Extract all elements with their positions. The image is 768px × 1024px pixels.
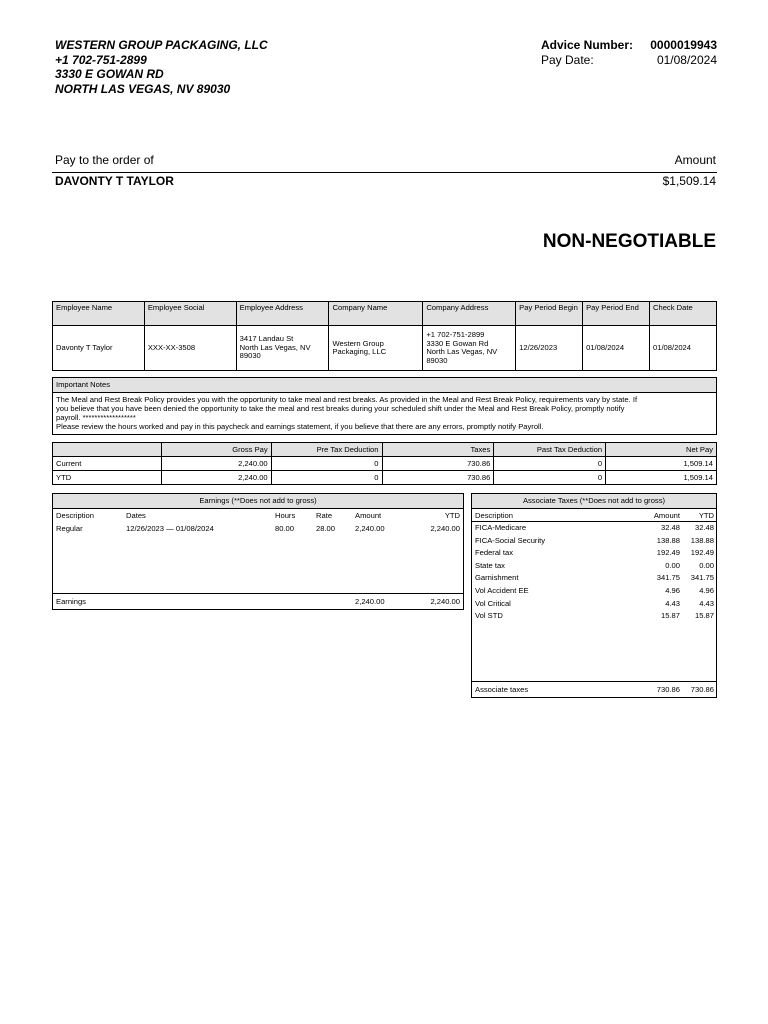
company-address-line: North Las Vegas, NV bbox=[426, 347, 498, 356]
summary-header-cell: Gross Pay bbox=[161, 443, 271, 457]
earnings-ytd: 2,240.00 bbox=[430, 524, 460, 533]
taxes-title: Associate Taxes (**Does not add to gross) bbox=[472, 494, 716, 509]
taxes-col-ytd: YTD bbox=[698, 511, 714, 520]
check-date: 01/08/2024 bbox=[650, 326, 717, 371]
taxes-header-row bbox=[472, 509, 716, 522]
earnings-header-row bbox=[53, 509, 463, 522]
pay-date: 01/08/2024 bbox=[656, 52, 717, 67]
tax-row bbox=[472, 535, 716, 548]
employee-info-table bbox=[52, 301, 717, 371]
pay-period-begin: 12/26/2023 bbox=[516, 326, 583, 371]
earnings-total-ytd: 2,240.00 bbox=[430, 597, 460, 606]
taxes-total-label: Associate taxes bbox=[475, 685, 529, 694]
tax-amount: 4.43 bbox=[665, 598, 680, 608]
tax-ytd: 4.96 bbox=[699, 585, 714, 595]
earnings-row bbox=[53, 522, 463, 535]
notes-body bbox=[53, 393, 716, 434]
pay-period-end: 01/08/2024 bbox=[583, 326, 650, 371]
earnings-col-hours: Hours bbox=[275, 511, 296, 520]
info-value-row bbox=[53, 326, 717, 371]
advice-number-row bbox=[541, 38, 717, 53]
earnings-total-label: Earnings bbox=[56, 597, 86, 606]
info-header-cell: Employee Social bbox=[144, 302, 236, 326]
earnings-title: Earnings (**Does not add to gross) bbox=[53, 494, 463, 509]
pay-date-label: Pay Date: bbox=[541, 52, 594, 67]
tax-row bbox=[472, 522, 716, 535]
tax-amount: 0.00 bbox=[665, 560, 680, 570]
company-phone: +1 702-751-2899 bbox=[55, 52, 147, 67]
info-header-cell: Pay Period Begin bbox=[516, 302, 583, 326]
tax-amount: 32.48 bbox=[660, 523, 680, 532]
tax-ytd: 341.75 bbox=[690, 573, 714, 583]
earnings-hours: 80.00 bbox=[275, 524, 295, 533]
tax-row bbox=[472, 610, 716, 623]
earnings-col-ytd: YTD bbox=[444, 511, 460, 520]
company-address-line: 89030 bbox=[426, 355, 448, 365]
employee-address-line: North Las Vegas, NV bbox=[239, 342, 311, 352]
summary-header-cell: Net Pay bbox=[606, 443, 717, 457]
earnings-total-amount: 2,240.00 bbox=[355, 597, 385, 606]
tax-ytd: 4.43 bbox=[699, 598, 714, 608]
tax-amount: 15.87 bbox=[660, 611, 680, 621]
tax-description: Vol Critical bbox=[475, 598, 511, 608]
earnings-description: Regular bbox=[56, 524, 83, 533]
tax-amount: 138.88 bbox=[656, 535, 680, 545]
company-address-line2: NORTH LAS VEGAS, NV 89030 bbox=[55, 81, 231, 96]
info-header-cell: Company Address bbox=[423, 302, 516, 326]
tax-description: FICA-Social Security bbox=[475, 535, 546, 545]
earnings-col-amount: Amount bbox=[355, 511, 382, 520]
summary-header-cell: Taxes bbox=[382, 443, 494, 457]
pay-date-row bbox=[541, 53, 717, 68]
payto-label: Pay to the order of bbox=[55, 153, 154, 167]
tax-description: Federal tax bbox=[475, 548, 513, 558]
summary-past-tax: 0 bbox=[494, 457, 606, 471]
advice-number: 0000019943 bbox=[650, 38, 717, 52]
info-header-cell: Pay Period End bbox=[583, 302, 650, 326]
taxes-col-amount: Amount bbox=[653, 511, 680, 520]
employee-address bbox=[236, 326, 329, 371]
company-address-cell bbox=[423, 326, 516, 371]
earnings-rate: 28.00 bbox=[316, 524, 336, 533]
tax-description: Garnishment bbox=[475, 573, 519, 583]
summary-net-pay: 1,509.14 bbox=[606, 471, 717, 485]
tax-ytd: 192.49 bbox=[690, 548, 714, 558]
associate-taxes-box bbox=[471, 493, 717, 698]
notes-line: The Meal and Rest Break Policy provides you with the opportunity to take meal and rest breaks. As provided in the Meal and Rest Break Policy, requirements vary by state. If bbox=[56, 395, 638, 404]
earnings-box bbox=[52, 493, 464, 610]
amount-label: Amount bbox=[674, 153, 716, 167]
summary-gross-pay: 2,240.00 bbox=[161, 471, 271, 485]
summary-row-current bbox=[53, 457, 717, 471]
important-notes bbox=[52, 377, 717, 435]
summary-row-label: YTD bbox=[53, 471, 162, 485]
earnings-col-dates: Dates bbox=[126, 511, 146, 520]
tax-amount: 192.49 bbox=[656, 548, 680, 558]
taxes-col-description: Description bbox=[475, 511, 513, 520]
tax-description: FICA-Medicare bbox=[475, 523, 527, 532]
non-negotiable-stamp: NON-NEGOTIABLE bbox=[542, 231, 716, 252]
summary-header-cell bbox=[53, 443, 162, 457]
summary-header-cell: Pre Tax Deduction bbox=[271, 443, 382, 457]
pay-summary-table bbox=[52, 442, 717, 485]
tax-amount: 4.96 bbox=[665, 585, 680, 595]
summary-taxes: 730.86 bbox=[382, 457, 494, 471]
summary-taxes: 730.86 bbox=[382, 471, 494, 485]
tax-ytd: 32.48 bbox=[694, 523, 714, 532]
payee-amount: $1,509.14 bbox=[662, 174, 716, 188]
summary-past-tax: 0 bbox=[494, 471, 606, 485]
tax-ytd: 138.88 bbox=[690, 535, 714, 545]
tax-ytd: 15.87 bbox=[694, 611, 714, 621]
tax-row bbox=[472, 598, 716, 611]
summary-row-label: Current bbox=[53, 457, 162, 471]
notes-title: Important Notes bbox=[53, 378, 716, 393]
earnings-col-description: Description bbox=[56, 511, 94, 520]
taxes-total-ytd: 730.86 bbox=[690, 685, 714, 694]
advice-info bbox=[541, 38, 717, 67]
payee-name: DAVONTY T TAYLOR bbox=[55, 174, 174, 188]
company-address-line1: 3330 E GOWAN RD bbox=[55, 67, 164, 81]
earnings-dates: 12/26/2023 — 01/08/2024 bbox=[126, 524, 214, 533]
company-address-line: +1 702-751-2899 bbox=[426, 330, 485, 339]
earnings-col-rate: Rate bbox=[316, 511, 333, 520]
tax-description: Vol STD bbox=[475, 611, 503, 621]
advice-number-label: Advice Number: bbox=[541, 38, 634, 52]
employee-address-line: 3417 Landau St bbox=[239, 334, 294, 344]
info-header-cell: Company Name bbox=[329, 302, 423, 326]
tax-row bbox=[472, 585, 716, 598]
taxes-total-amount: 730.86 bbox=[656, 685, 680, 694]
tax-row bbox=[472, 572, 716, 585]
summary-row-ytd bbox=[53, 471, 717, 485]
company-name-cell bbox=[329, 326, 423, 371]
taxes-rows bbox=[472, 522, 716, 623]
summary-header-row bbox=[53, 443, 717, 457]
employee-name: Davonty T Taylor bbox=[53, 326, 145, 371]
employee-address-line: 89030 bbox=[239, 351, 261, 361]
tax-amount: 341.75 bbox=[656, 573, 680, 583]
summary-gross-pay: 2,240.00 bbox=[161, 457, 271, 471]
summary-header-cell: Past Tax Deduction bbox=[494, 443, 606, 457]
tax-row bbox=[472, 560, 716, 573]
tax-ytd: 0.00 bbox=[699, 560, 714, 570]
summary-net-pay: 1,509.14 bbox=[606, 457, 717, 471]
info-header-cell: Employee Name bbox=[53, 302, 145, 326]
earnings-total-row bbox=[53, 593, 463, 609]
info-header-row bbox=[53, 302, 717, 326]
notes-line: Please review the hours worked and pay in this paycheck and earnings statement, if you believe that there are any errors, promptly notify Payroll. bbox=[56, 422, 544, 431]
earnings-amount: 2,240.00 bbox=[355, 524, 385, 533]
taxes-total-row bbox=[472, 681, 716, 697]
info-header-cell: Employee Address bbox=[236, 302, 329, 326]
info-header-cell: Check Date bbox=[650, 302, 717, 326]
earnings-total-inner bbox=[53, 594, 463, 609]
summary-pre-tax: 0 bbox=[271, 457, 382, 471]
tax-description: State tax bbox=[475, 560, 505, 570]
company-name: WESTERN GROUP PACKAGING, LLC bbox=[55, 38, 268, 52]
notes-line: payroll. ****************** bbox=[56, 413, 136, 422]
payto-divider bbox=[52, 172, 717, 173]
tax-row bbox=[472, 547, 716, 560]
company-name-line: Western Group bbox=[332, 338, 384, 348]
employee-social: XXX-XX-3508 bbox=[144, 326, 236, 371]
tax-description: Vol Accident EE bbox=[475, 585, 529, 595]
company-block bbox=[55, 38, 268, 96]
notes-line: you believe that you have been denied the opportunity to take the meal and rest breaks during your scheduled shift under the Meal and Rest Break Policy, promptly notify bbox=[56, 404, 625, 413]
company-name-line: Packaging, LLC bbox=[332, 347, 387, 356]
company-address-line: 3330 E Gowan Rd bbox=[426, 338, 489, 348]
summary-pre-tax: 0 bbox=[271, 471, 382, 485]
taxes-total-inner bbox=[472, 682, 716, 697]
